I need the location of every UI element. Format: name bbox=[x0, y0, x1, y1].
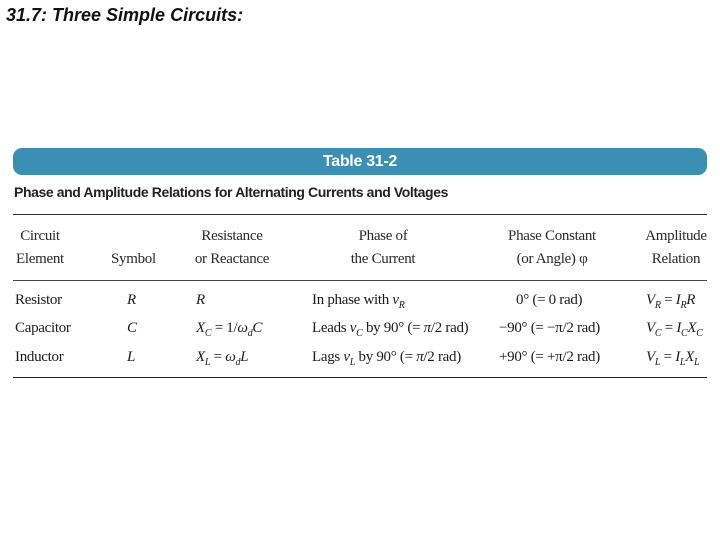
table-cell-phase: In phase with $v_R$ bbox=[312, 292, 405, 311]
table-cell-phase-constant: +90° (= +π/2 rad) bbox=[499, 349, 600, 365]
table-cell-phase-constant: 0° (= 0 rad) bbox=[516, 292, 583, 308]
table-cell-amplitude: $V_R = I_RR$ bbox=[646, 292, 696, 311]
table-cell-symbol: L bbox=[127, 349, 136, 365]
table-header-rule bbox=[13, 280, 707, 281]
header-phase-constant: Phase Constant (or Angle) φ bbox=[508, 228, 596, 267]
table-cell-symbol: R bbox=[127, 292, 136, 308]
table-caption: Phase and Amplitude Relations for Alternating Currents and Voltages bbox=[14, 184, 448, 200]
header-amplitude-relation: Amplitude Relation bbox=[645, 228, 707, 267]
table-cell-element: Resistor bbox=[15, 292, 62, 308]
table-cell-symbol: C bbox=[127, 320, 137, 336]
table-cell-element: Inductor bbox=[15, 349, 64, 365]
header-phase-of-current: Phase of the Current bbox=[350, 228, 416, 267]
header-symbol: Symbol bbox=[111, 251, 156, 267]
table-number: Table 31-2 bbox=[322, 153, 398, 170]
table-cell-phase-constant: −90° (= −π/2 rad) bbox=[499, 320, 600, 336]
header-circuit-element: Circuit Element bbox=[16, 228, 64, 267]
table-banner bbox=[13, 148, 707, 175]
table-cell-reactance: $X_L = \omega_dL$ bbox=[196, 349, 249, 368]
table-cell-element: Capacitor bbox=[15, 320, 71, 336]
table-cell-phase: Lags $v_L$ by 90° (= π/2 rad) bbox=[312, 349, 461, 368]
table-top-rule bbox=[13, 214, 707, 215]
table-cell-reactance: $X_C = 1/\omega_dC$ bbox=[196, 320, 263, 339]
table-cell-phase: Leads $v_C$ by 90° (= π/2 rad) bbox=[312, 320, 469, 339]
header-resistance-reactance: Resistance or Reactance bbox=[194, 228, 270, 267]
table-bottom-rule bbox=[13, 377, 707, 378]
table-cell-amplitude: $V_L = I_LX_L$ bbox=[646, 349, 700, 368]
table-cell-amplitude: $V_C = I_CX_C$ bbox=[646, 320, 703, 339]
slide-title: 31.7: Three Simple Circuits: bbox=[6, 5, 244, 25]
table-cell-reactance: R bbox=[196, 292, 205, 308]
